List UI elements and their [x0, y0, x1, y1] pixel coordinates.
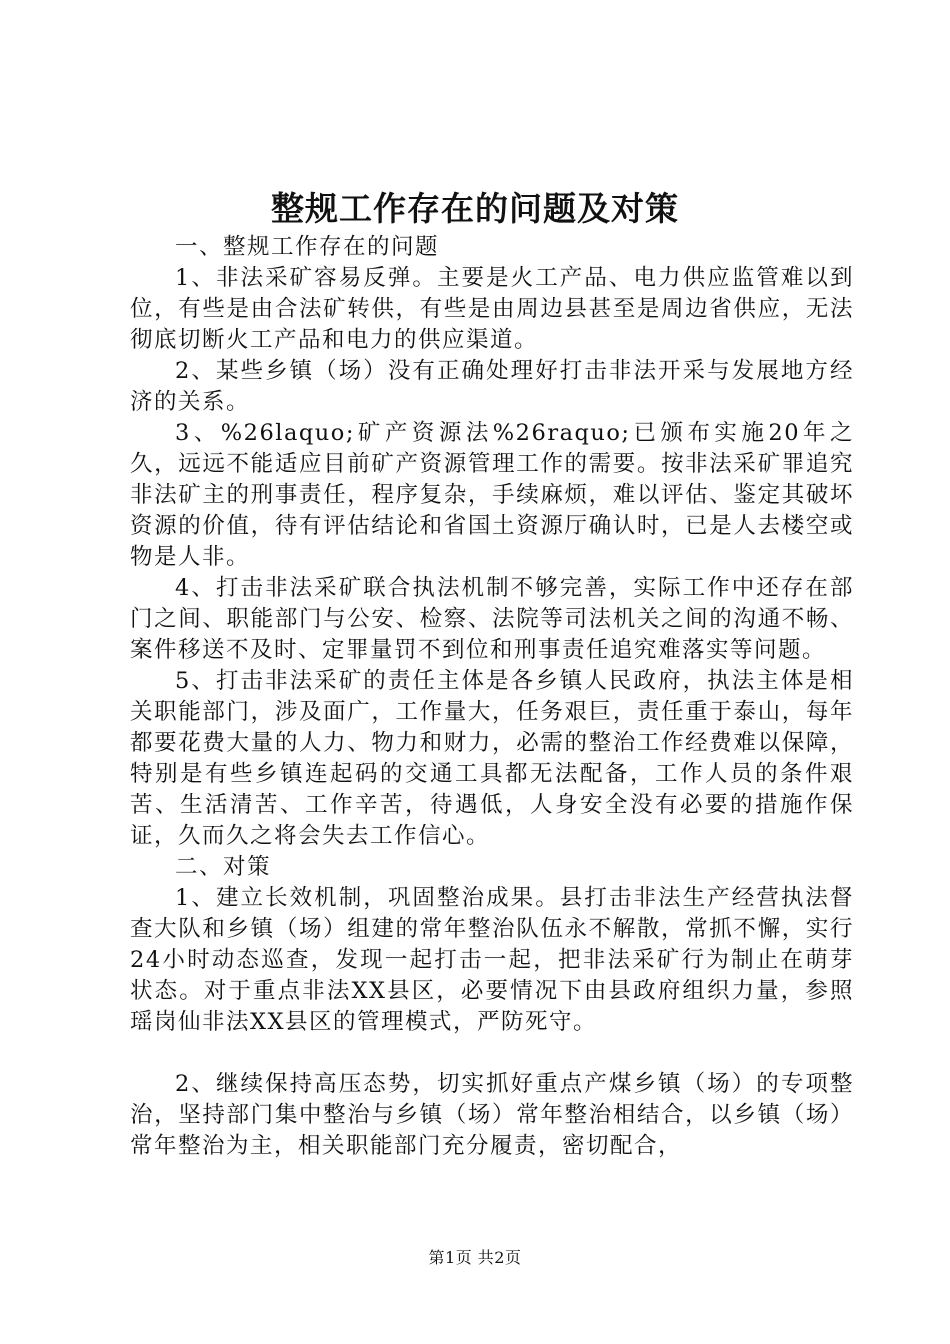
- document-body: [130, 232, 854, 1162]
- document-title: 整规工作存在的问题及对策: [271, 189, 679, 228]
- paragraph: 2、继续保持高压态势，切实抓好重点产煤乡镇（场）的专项整治，坚持部门集中整治与乡镇（场）常年整治相结合，以乡镇（场）常年整治为主，相关职能部门充分履责，密切配合，: [130, 1071, 854, 1159]
- page-footer: 第1页 共2页: [428, 1248, 522, 1267]
- paragraph: 1、建立长效机制，巩固整治成果。县打击非法生产经营执法督查大队和乡镇（场）组建的常年整治队伍永不解散，常抓不懈，实行24小时动态巡查，发现一起打击一起，把非法采矿行为制止在萌芽状态。对于重点非法XX县区，必要情况下由县政府组织力量，参照瑶岗仙非法XX县区的管理模式，严防死守。: [130, 885, 854, 1035]
- paragraph: 3、%26laquo;矿产资源法%26raquo;已颁布实施20年之久，远远不能适应目前矿产资源管理工作的需要。按非法采矿罪追究非法矿主的刑事责任，程序复杂，手续麻烦，难以评估、鉴定其破坏资源的价值，待有评估结论和省国土资源厅确认时，已是人去楼空或物是人非。: [130, 420, 854, 570]
- paragraph: 4、打击非法采矿联合执法机制不够完善，实际工作中还存在部门之间、职能部门与公安、检察、法院等司法机关之间的沟通不畅、案件移送不及时、定罪量罚不到位和刑事责任追究难落实等问题。: [130, 575, 854, 663]
- paragraph: 5、打击非法采矿的责任主体是各乡镇人民政府，执法主体是相关职能部门，涉及面广，工作量大，任务艰巨，责任重于泰山，每年都要花费大量的人力、物力和财力，必需的整治工作经费难以保障，特别是有些乡镇连起码的交通工具都无法配备，工作人员的条件艰苦、生活清苦、工作辛苦，待遇低，人身安全没有必要的措施作保证，久而久之将会失去工作信心。: [130, 668, 854, 849]
- section-heading-problems: 一、整规工作存在的问题: [175, 234, 440, 260]
- paragraph: 1、非法采矿容易反弹。主要是火工产品、电力供应监管难以到位，有些是由合法矿转供，有些是由周边县甚至是周边省供应，无法彻底切断火工产品和电力的供应渠道。: [130, 265, 854, 353]
- section-heading-countermeasures: 二、对策: [175, 854, 272, 880]
- paragraph-gap: [130, 1038, 854, 1069]
- paragraph: 2、某些乡镇（场）没有正确处理好打击非法开采与发展地方经济的关系。: [130, 358, 854, 415]
